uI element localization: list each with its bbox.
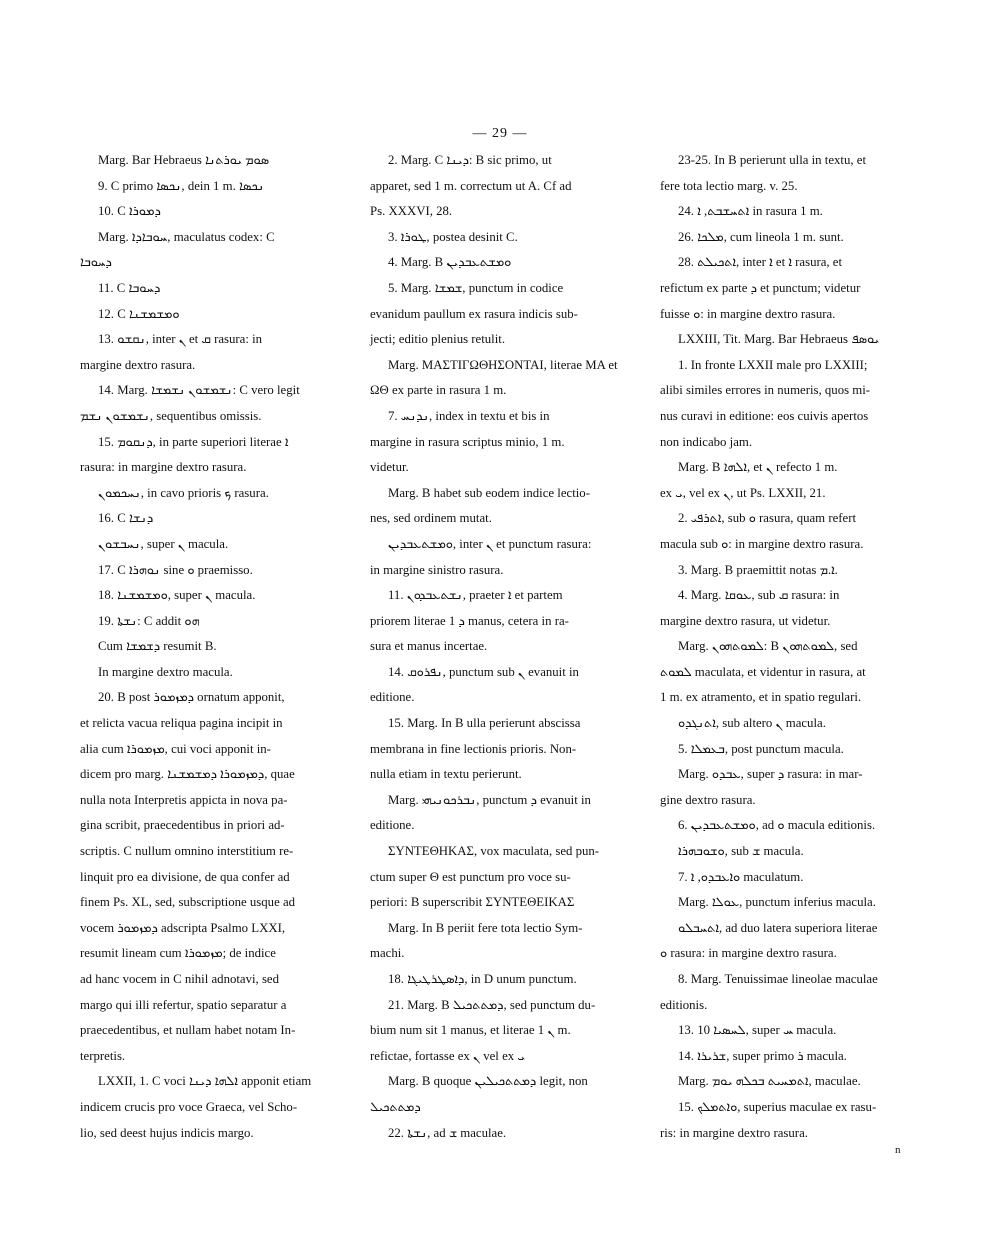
- text-line: 4. Marg. B ܘܡܫܬܥܒܕܝܢ: [388, 255, 512, 270]
- text-line: alia cum ܡܙܡܘܪܐ, cui voci apponit in-: [80, 741, 271, 756]
- text-line: Marg. ܚܘܒܐܕܐ, maculatus codex: C: [98, 229, 275, 244]
- text-line: et relicta vacua reliqua pagina incipit in: [80, 716, 283, 731]
- text-line: dicem pro marg. ܕܡܙܡܘܪܐ ܕܡܫܡܫܢܐ, quae: [80, 767, 295, 782]
- text-line: 10. C ܕܡܘܪܐ: [98, 204, 161, 219]
- text-line: Marg. ܥܒܕܘ, super ܕ rasura: in mar-: [678, 767, 863, 782]
- text-line: linquit pro ea divisione, de qua confer ad: [80, 869, 290, 884]
- text-column-right: [660, 148, 926, 1146]
- text-line: priorem literae ܕ 1 manus, cetera in ra-: [370, 613, 569, 628]
- page-number: — 29 —: [472, 126, 528, 141]
- text-line: 15. Marg. In B ulla perierunt abscissa: [388, 716, 581, 731]
- text-line: 2. ܐܬܪܦܝ, sub ܘ rasura, quam refert: [678, 511, 857, 526]
- text-line: 4. Marg. ܥܘܩܐ, sub ܩ rasura: in: [678, 588, 840, 603]
- text-line: Cum ܕܫܡܫܐ resumit B.: [98, 639, 217, 654]
- text-line: 14. Marg. ܢܫܡܫܘܢ ܢܫܡܫܐ: C vero legit: [98, 383, 300, 398]
- text-line: Marg. ܢܒܪܟܘܢܝܗܝ, punctum ܕ evanuit in: [388, 792, 591, 807]
- text-line: 18. ܕܐܣܛܪܛܝܓܐ, in D unum punctum.: [388, 972, 577, 986]
- text-line: 18. ܘܡܫܡܫܢܐ, super ܢ macula.: [98, 588, 256, 603]
- text-line: 28. ܐܬܟܝܠܬ, inter ܐ et ܐ rasura, et: [678, 255, 843, 270]
- text-line: 13. ܠܚܣܝܐ 10, super ܚ macula.: [678, 1023, 837, 1038]
- text-line: 14. ܫܪܝܪܐ, super primo ܪ macula.: [678, 1048, 847, 1063]
- text-line: ܕܡܬܬܟܝܠ: [370, 1099, 421, 1114]
- text-line: 26. ܡܠܟܐ, cum lineola 1 m. sunt.: [678, 229, 844, 244]
- text-column-left: [80, 148, 346, 1146]
- text-line: 9. C primo ܢܟܣܐ, dein 1 m. ܢܟܣܐ: [98, 178, 265, 193]
- text-line: in margine sinistro rasura.: [370, 562, 504, 577]
- text-line: rasura: in margine dextro rasura.: [80, 460, 247, 475]
- text-line: nus curavi in editione: eos cuivis apertos: [660, 408, 869, 423]
- text-line: fuisse ܘ: in margine dextro rasura.: [660, 306, 836, 321]
- text-line: 14. ܢܦܪܘܩ, punctum sub ܢ evanuit in: [388, 664, 579, 679]
- text-line: Marg. B quoque ܕܡܬܬܟܝܠܝܢ legit, non: [388, 1074, 588, 1089]
- text-line: scriptis. C nullum omnino interstitium re-: [80, 844, 294, 859]
- text-line: gine dextro rasura.: [660, 792, 756, 807]
- text-line: 8. Marg. Tenuissimae lineolae maculae: [678, 972, 878, 986]
- text-line: alibi similes errores in numeris, quos mi-: [660, 383, 871, 398]
- text-line: 20. B post ܕܡܙܡܘܪ ornatum apponit,: [98, 690, 285, 705]
- text-line: Marg. ܠܡܘܬܗܘܢ: B ܠܡܘܬܗܘܢ, sed: [678, 639, 858, 654]
- text-line: ΣΥΝΤΕΘΗΚΑΣ, vox maculata, sed pun-: [388, 844, 600, 859]
- text-line: macula sub ܘ: in margine dextro rasura.: [660, 536, 864, 551]
- text-line: resumit lineam cum ܡܙܡܘܪܐ; de indice: [80, 946, 276, 961]
- text-line: 11. C ܕܚܘܒܐ: [98, 280, 161, 295]
- text-line: praecedentibus, et nullam habet notam In-: [80, 1023, 296, 1038]
- text-line: apparet, sed 1 m. correctum ut A. Cf ad: [370, 178, 572, 193]
- text-line: bium num sit 1 manus, et literae ܢ 1 m.: [370, 1023, 571, 1038]
- text-line: ܢܚܒܫܘܢ, super ܢ macula.: [98, 536, 229, 551]
- text-line: 1 m. ex atramento, et in spatio regulari.: [660, 690, 862, 705]
- text-line: LXXII, 1. C voci ܐܠܗܐ ܕܝܢܐ apponit etiam: [98, 1074, 312, 1089]
- text-line: 15. ܕܢܩܘܡ, in parte superiori literae ܐ: [98, 434, 289, 449]
- text-line: periori: B superscribit ΣΥΝΤΕΘΕΙΚΑΣ: [370, 895, 575, 910]
- text-line: 7. ܘܐܥܒܕܘ, ܐ maculatum.: [678, 869, 804, 884]
- text-line: membrana in fine lectionis prioris. Non-: [370, 741, 577, 756]
- text-line: evanidum paullum ex rasura indicis sub-: [370, 306, 578, 321]
- text-line: margine dextro rasura, ut videtur.: [660, 613, 831, 628]
- text-line: ܠܡܘܬ maculata, et videntur in rasura, at: [660, 664, 866, 679]
- text-line: fere tota lectio marg. v. 25.: [660, 178, 798, 193]
- text-line: videtur.: [370, 460, 409, 475]
- text-line: 16. C ܕܢܫܐ: [98, 511, 154, 526]
- text-line: 5. Marg. ܫܡܫܐ, punctum in codice: [388, 280, 564, 295]
- text-line: 24. ܐܬܚܫܒܬ, ܐ in rasura 1 m.: [678, 204, 823, 219]
- text-line: ܐܬܢܓܕܘ, sub altero ܢ macula.: [678, 716, 826, 731]
- signature-mark: n: [895, 1144, 901, 1156]
- text-line: LXXIII, Tit. Marg. Bar Hebraeus ܝܘܣܦ: [678, 332, 880, 347]
- text-line: Marg. ܐܬܡܚܝܬ ܒܟܠܗ ܝܘܡ, maculae.: [678, 1074, 861, 1089]
- text-line: refictae, fortasse ex ܢ vel ex ܝ: [370, 1048, 525, 1063]
- text-line: 22. ܢܫܬܐ, ad ܫ maculae.: [388, 1125, 507, 1140]
- text-line: finem Ps. XL, sed, subscriptione usque ad: [80, 895, 296, 910]
- text-line: Ps. XXXVI, 28.: [370, 204, 453, 219]
- text-line: editionis.: [660, 997, 708, 1012]
- text-line: refictum ex parte ܕ et punctum; videtur: [660, 280, 861, 295]
- text-line: ctum super Θ est punctum pro voce su-: [370, 869, 571, 884]
- text-line: lio, sed deest hujus indicis margo.: [80, 1125, 254, 1140]
- text-line: ܘܡܫܬܥܒܕܝܢ, inter ܢ et punctum rasura:: [388, 536, 592, 551]
- text-line: ܘܫܘܒܗܪܐ, sub ܫ macula.: [678, 844, 804, 859]
- text-line: sura et manus incertae.: [370, 639, 488, 654]
- text-line: ex ܝ, vel ex ܢ, ut Ps. LXXII, 21.: [660, 485, 826, 500]
- text-line: 13. ܢܩܫܘ, inter ܢ et ܩ rasura: in: [98, 332, 263, 347]
- text-line: 19. ܢܫܬܐ: C addit ܗܘ: [98, 613, 200, 628]
- text-line: 7. ܢܕܢܚ, index in textu et bis in: [388, 408, 550, 423]
- text-line: ris: in margine dextro rasura.: [660, 1125, 808, 1140]
- text-line: 11. ܢܫܬܥܒܕܘܢ, praeter ܐ et partem: [388, 588, 563, 603]
- text-line: ΩΘ ex parte in rasura 1 m.: [370, 383, 507, 398]
- text-line: Marg. B habet sub eodem indice lectio-: [388, 485, 590, 500]
- text-line: vocem ܕܡܙܡܘܪ adscripta Psalmo LXXI,: [80, 920, 286, 935]
- text-line: ܕܚܘܒܐ: [80, 255, 112, 270]
- text-line: 5. ܒܥܡܠܐ, post punctum macula.: [678, 741, 844, 756]
- text-line: ad hanc vocem in C nihil adnotavi, sed: [80, 972, 280, 986]
- text-line: Marg. ΜΑΣΤΙΓΩΘΗΣΟΝΤΑΙ, literae ΜΑ et: [388, 357, 618, 372]
- text-column-middle: [370, 148, 636, 1146]
- text-line: nulla nota Interpretis appicta in nova pa-: [80, 792, 288, 807]
- text-line: machi.: [370, 946, 405, 961]
- text-line: terpretis.: [80, 1048, 126, 1063]
- text-line: indicem crucis pro voce Graeca, vel Scho-: [80, 1099, 298, 1114]
- text-line: In margine dextro macula.: [98, 664, 233, 679]
- text-line: margo qui illi refertur, spatio separatur a: [80, 997, 287, 1012]
- text-line: 23-25. In B perierunt ulla in textu, et: [678, 153, 866, 167]
- text-line: 21. Marg. B ܕܡܬܬܟܝܠ, sed punctum du-: [388, 997, 596, 1012]
- text-line: Marg. In B periit fere tota lectio Sym-: [388, 920, 583, 935]
- text-line: 6. ܘܡܫܬܥܒܕܝܢ, ad ܘ macula editionis.: [678, 818, 876, 833]
- text-line: nulla etiam in textu perierunt.: [370, 767, 522, 782]
- text-line: 15. ܘܐܬܡܠܟ, superius maculae ex rasu-: [678, 1099, 877, 1114]
- text-line: 3. ܛܘܪܐ, postea desinit C.: [388, 229, 518, 244]
- text-line: gina scribit, praecedentibus in priori ad-: [80, 818, 285, 833]
- text-line: ܘ rasura: in margine dextro rasura.: [660, 946, 837, 961]
- text-line: 3. Marg. B praemittit notas ܐ.ܡ.: [678, 562, 838, 577]
- text-line: Marg. B ܐܠܗܐ, et ܢ refecto 1 m.: [678, 460, 838, 475]
- text-line: 17. C ܢܘܗܪܐ sine ܘ praemisso.: [98, 562, 253, 577]
- text-line: Marg. ܥܘܠܐ, punctum inferius macula.: [678, 895, 876, 910]
- text-line: 2. Marg. C ܕܝܢܐ: B sic primo, ut: [388, 153, 552, 167]
- text-line: ܢܫܡܫܘܢ ܢܫܡ, sequentibus omissis.: [80, 408, 262, 423]
- text-line: ܢܚܟܡܘܢ, in cavo prioris ܟ rasura.: [98, 485, 269, 500]
- text-line: nes, sed ordinem mutat.: [370, 511, 492, 526]
- text-line: 1. In fronte LXXII male pro LXXIII;: [678, 357, 868, 372]
- text-line: margine in rasura scriptus minio, 1 m.: [370, 434, 565, 449]
- text-line: ܐܬܚܒܠܘ, ad duo latera superiora literae: [678, 920, 878, 935]
- text-line: 12. C ܘܡܫܡܫܢܐ: [98, 306, 180, 321]
- text-line: editione.: [370, 690, 415, 705]
- text-line: non indicabo jam.: [660, 434, 753, 449]
- text-line: margine dextro rasura.: [80, 357, 196, 372]
- text-line: editione.: [370, 818, 415, 833]
- text-line: Marg. Bar Hebraeus ܣܘܡ ܝܘܪܬܢܐ: [98, 153, 270, 167]
- text-line: jecti; editio plenius retulit.: [370, 332, 506, 347]
